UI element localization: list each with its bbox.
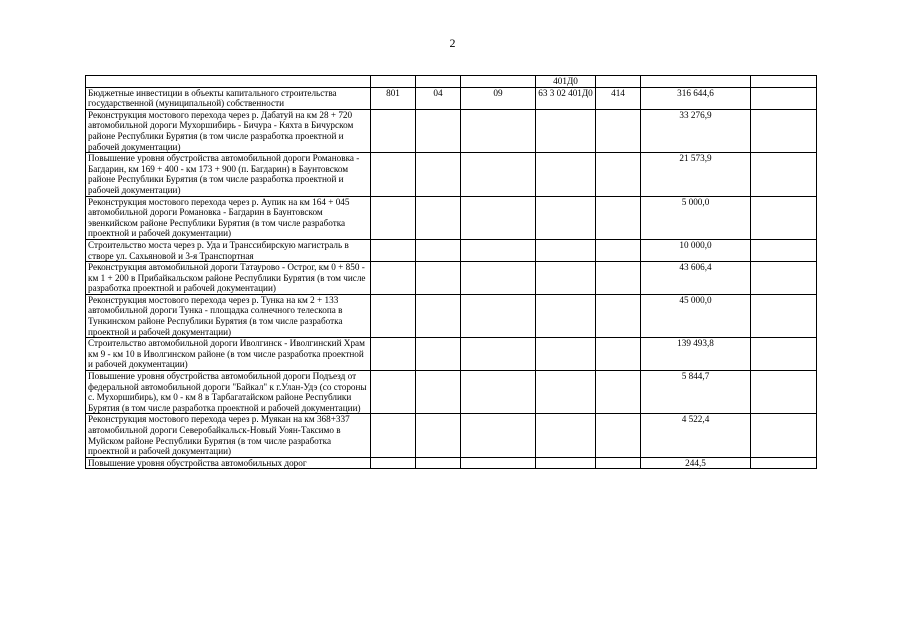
table-row	[86, 153, 817, 196]
code-cell: 401Д0	[536, 76, 596, 88]
code-cell	[416, 262, 461, 295]
amount-cell: 5 000,0	[641, 196, 751, 239]
code-cell	[461, 371, 536, 414]
table-row	[86, 338, 817, 371]
code-cell: 09	[461, 87, 536, 109]
code-cell	[596, 294, 641, 337]
code-cell	[416, 294, 461, 337]
item-name: Реконструкция автомобильной дороги Татаурово - Острог, км 0 + 850 - км 1 + 200 в Прибайкальском районе Республики Бурятия (в том числе разработка проектной и рабочей документации)	[86, 262, 371, 295]
code-cell	[416, 153, 461, 196]
code-cell: 63 3 02 401Д0	[536, 87, 596, 109]
empty-cell	[751, 153, 817, 196]
code-cell	[416, 457, 461, 469]
item-name	[86, 76, 371, 88]
table-row	[86, 196, 817, 239]
code-cell	[461, 262, 536, 295]
code-cell	[536, 294, 596, 337]
code-cell	[416, 239, 461, 261]
code-cell	[416, 109, 461, 152]
empty-cell	[751, 109, 817, 152]
empty-cell	[751, 294, 817, 337]
code-cell	[461, 414, 536, 457]
amount-cell: 5 844,7	[641, 371, 751, 414]
code-cell	[596, 196, 641, 239]
code-cell	[536, 414, 596, 457]
code-cell	[596, 414, 641, 457]
code-cell	[371, 196, 416, 239]
code-cell	[461, 239, 536, 261]
amount-cell: 21 573,9	[641, 153, 751, 196]
table-row	[86, 457, 817, 469]
code-cell	[371, 109, 416, 152]
amount-cell: 43 606,4	[641, 262, 751, 295]
empty-cell	[751, 87, 817, 109]
item-name: Повышение уровня обустройства автомобильной дороги Романовка - Багдарин, км 169 + 400 - км 173 + 900 (п. Багдарин) в Баунтовском районе Республики Бурятия (в том числе разработка проектной и рабочей документации)	[86, 153, 371, 196]
code-cell	[371, 414, 416, 457]
code-cell: 04	[416, 87, 461, 109]
code-cell: 414	[596, 87, 641, 109]
code-cell	[596, 239, 641, 261]
code-cell	[416, 196, 461, 239]
code-cell	[536, 262, 596, 295]
code-cell	[596, 153, 641, 196]
code-cell	[371, 457, 416, 469]
table-row	[86, 76, 817, 88]
table-row	[86, 239, 817, 261]
empty-cell	[751, 338, 817, 371]
code-cell	[461, 153, 536, 196]
code-cell	[371, 153, 416, 196]
code-cell: 801	[371, 87, 416, 109]
item-name: Реконструкция мостового перехода через р. Тунка на км 2 + 133 автомобильной дороги Тунка - площадка солнечного телескопа в Тункинском районе Республики Бурятия (в том числе разработка проектной и рабочей документации)	[86, 294, 371, 337]
code-cell	[461, 109, 536, 152]
item-name: Повышение уровня обустройства автомобильных дорог	[86, 457, 371, 469]
code-cell	[416, 338, 461, 371]
code-cell	[536, 338, 596, 371]
amount-cell: 10 000,0	[641, 239, 751, 261]
table-row	[86, 262, 817, 295]
item-name: Реконструкция мостового перехода через р. Дабатуй на км 28 + 720 автомобильной дороги Мухоршибирь - Бичура - Кяхта в Бичурском районе Республики Бурятия (в том числе разработка проектной и рабочей документации)	[86, 109, 371, 152]
table-row	[86, 87, 817, 109]
amount-cell	[641, 76, 751, 88]
code-cell	[536, 457, 596, 469]
code-cell	[536, 109, 596, 152]
empty-cell	[751, 371, 817, 414]
page-number: 2	[449, 36, 456, 50]
code-cell	[461, 338, 536, 371]
code-cell	[371, 262, 416, 295]
code-cell	[596, 338, 641, 371]
table-row	[86, 109, 817, 152]
code-cell	[416, 76, 461, 88]
empty-cell	[751, 239, 817, 261]
empty-cell	[751, 262, 817, 295]
amount-cell: 33 276,9	[641, 109, 751, 152]
code-cell	[536, 153, 596, 196]
amount-cell: 45 000,0	[641, 294, 751, 337]
table-row	[86, 371, 817, 414]
code-cell	[536, 239, 596, 261]
amount-cell: 4 522,4	[641, 414, 751, 457]
item-name: Реконструкция мостового перехода через р. Аупик на км 164 + 045 автомобильной дороги Романовка - Багдарин в Баунтовском эвенкийском районе Республики Бурятия (в том числе разработка проектной и рабочей документации)	[86, 196, 371, 239]
code-cell	[371, 239, 416, 261]
code-cell	[461, 294, 536, 337]
item-name: Бюджетные инвестиции в объекты капитального строительства государственной (муниципальной) собственности	[86, 87, 371, 109]
code-cell	[596, 371, 641, 414]
amount-cell: 139 493,8	[641, 338, 751, 371]
item-name: Строительство автомобильной дороги Иволгинск - Иволгинский Храм км 9 - км 10 в Иволгинском районе (в том числе разработка проектной и рабочей документации)	[86, 338, 371, 371]
code-cell	[371, 76, 416, 88]
code-cell	[416, 414, 461, 457]
code-cell	[371, 294, 416, 337]
item-name: Реконструкция мостового перехода через р. Муякан на км 368+337 автомобильной дороги Северобайкальск-Новый Уоян-Таксимо в Муйском районе Республики Бурятия (в том числе разработка проектной и рабочей документации)	[86, 414, 371, 457]
code-cell	[536, 196, 596, 239]
code-cell	[596, 109, 641, 152]
budget-table	[85, 75, 817, 469]
code-cell	[371, 371, 416, 414]
empty-cell	[751, 196, 817, 239]
item-name: Повышение уровня обустройства автомобильной дороги Подъезд от федеральной автомобильной дороги "Байкал" к г.Улан-Удэ (со стороны с. Мухоршибирь), км 0 - км 8 в Тарбагатайском районе Республики Бурятия (в том числе разработка проектной и рабочей документации)	[86, 371, 371, 414]
empty-cell	[751, 457, 817, 469]
amount-cell: 316 644,6	[641, 87, 751, 109]
code-cell	[371, 338, 416, 371]
code-cell	[596, 76, 641, 88]
code-cell	[461, 196, 536, 239]
table-row	[86, 414, 817, 457]
code-cell	[461, 76, 536, 88]
empty-cell	[751, 414, 817, 457]
item-name: Строительство моста через р. Уда и Транссибирскую магистраль в створе ул. Сахьяновой и 3-я Транспортная	[86, 239, 371, 261]
empty-cell	[751, 76, 817, 88]
code-cell	[596, 457, 641, 469]
table-row	[86, 294, 817, 337]
code-cell	[416, 371, 461, 414]
code-cell	[461, 457, 536, 469]
code-cell	[536, 371, 596, 414]
amount-cell: 244,5	[641, 457, 751, 469]
code-cell	[596, 262, 641, 295]
